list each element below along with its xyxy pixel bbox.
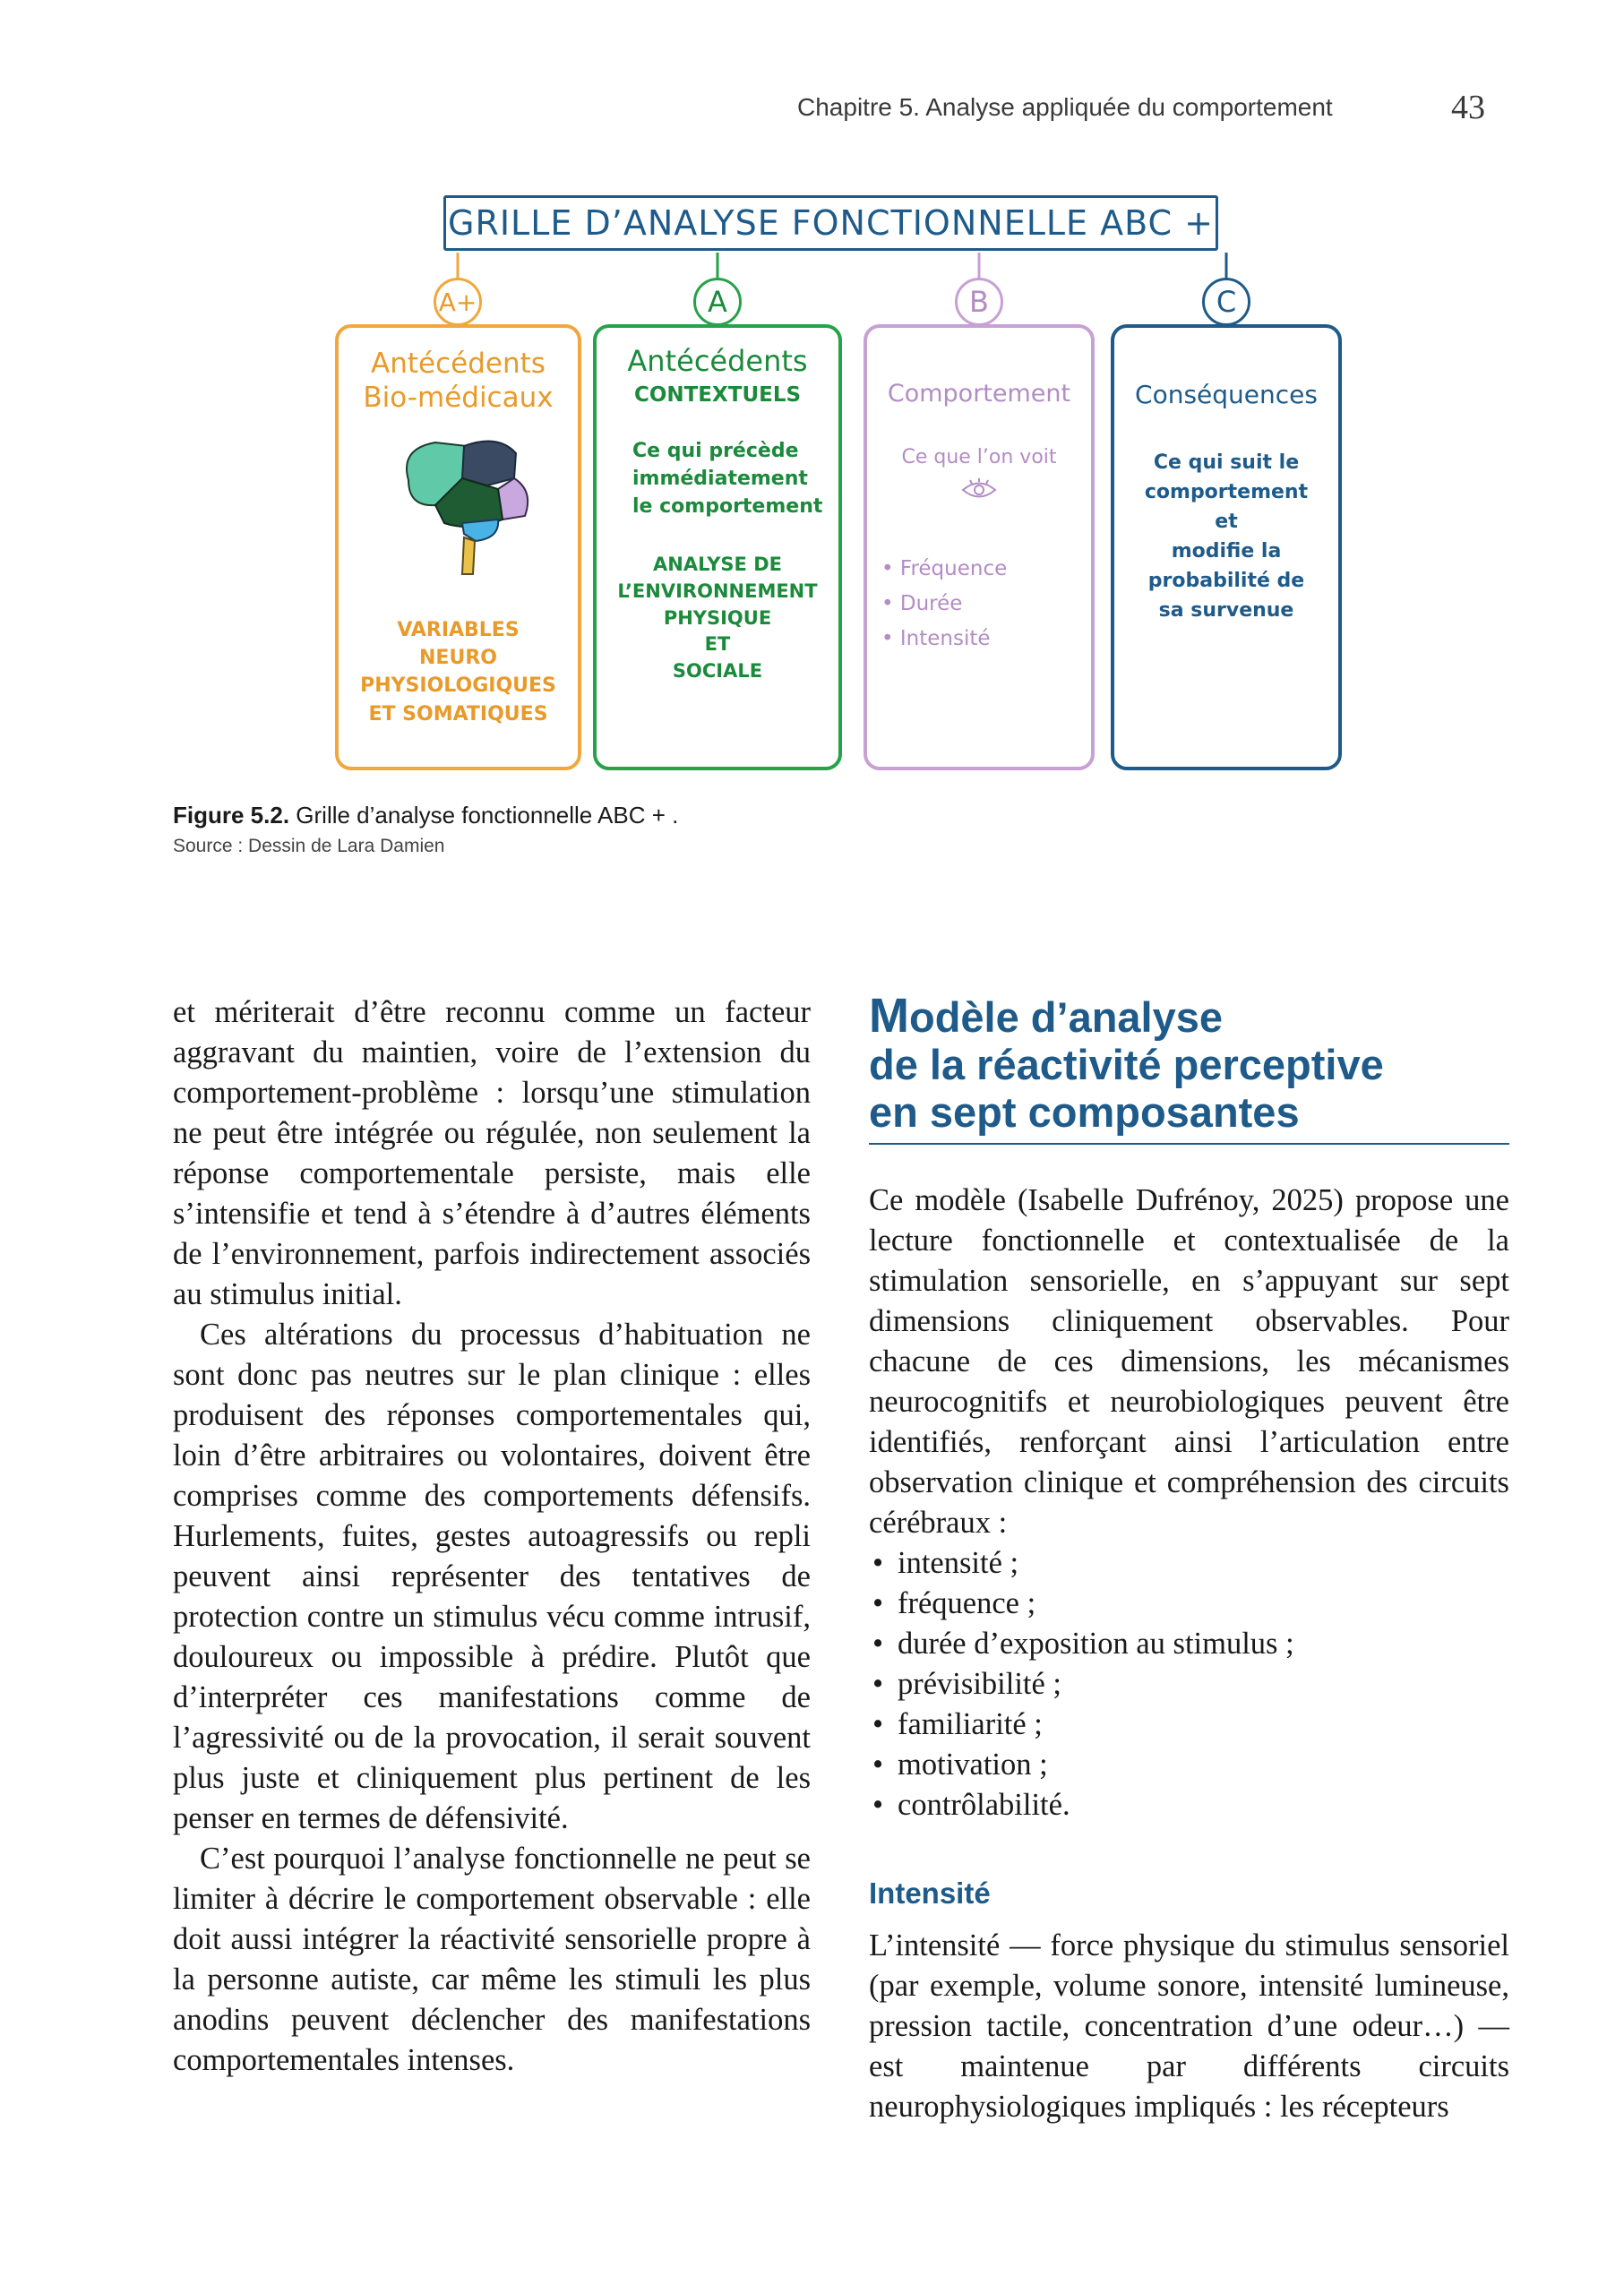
list-item: • durée d’exposition au stimulus ; bbox=[869, 1624, 1509, 1664]
left-column bbox=[173, 992, 811, 2081]
aplus-head-line2: Bio-médicaux bbox=[363, 382, 554, 414]
b-bullet: • Fréquence bbox=[881, 552, 1007, 587]
brain-icon bbox=[382, 426, 543, 579]
heading-drop-letter: M bbox=[869, 989, 909, 1043]
section-heading bbox=[869, 989, 1509, 1145]
figure-caption-label: Figure 5.2. bbox=[173, 802, 290, 829]
components-list bbox=[869, 1543, 1509, 1825]
b-bullets bbox=[881, 552, 1007, 657]
aplus-note-line: ET SOMATIQUES bbox=[368, 702, 548, 726]
figure-caption-text: Grille d’analyse fonctionnelle ABC + . bbox=[296, 802, 679, 829]
c-note-line: comportement bbox=[1144, 481, 1309, 503]
eye-icon bbox=[959, 477, 999, 503]
column-b bbox=[864, 324, 1095, 770]
aplus-note-line: VARIABLES bbox=[397, 619, 520, 641]
c-note-line: et bbox=[1215, 511, 1238, 533]
c-note-line: sa survenue bbox=[1158, 599, 1294, 622]
b-note: Ce que l’on voit bbox=[901, 446, 1057, 468]
letter-b: B bbox=[955, 278, 1003, 326]
list-item: • fréquence ; bbox=[869, 1584, 1509, 1624]
subheading-intensite: Intensité bbox=[869, 1876, 991, 1910]
c-note bbox=[1114, 448, 1338, 625]
letter-a: A bbox=[693, 278, 742, 326]
aplus-note-line: NEURO bbox=[419, 647, 497, 670]
a-note1 bbox=[632, 437, 838, 521]
figure-title: GRILLE D’ANALYSE FONCTIONNELLE ABC + bbox=[443, 195, 1218, 251]
a-note2-line: ET bbox=[704, 633, 731, 656]
column-c bbox=[1111, 324, 1342, 770]
c-head: Conséquences bbox=[1135, 380, 1318, 409]
aplus-note bbox=[339, 616, 578, 728]
heading-line: de la réactivité perceptive bbox=[869, 1041, 1384, 1088]
paragraph: et mériterait d’être reconnu comme un facteur aggravant du maintien, voire de l’extension du comportement-problème : lorsqu’une stimulation ne peut être intégrée ou régulée, non seulement la réponse comportementale persiste, mais elle s’intensifie et tend à s’étendre à d’autres éléments de l’environnement, parfois indirectement associés au stimulus initial. bbox=[173, 995, 811, 1311]
a-head-line1: Antécédents bbox=[627, 344, 808, 378]
column-a bbox=[593, 324, 842, 770]
figure-connectors bbox=[0, 0, 1624, 358]
list-item: • intensité ; bbox=[869, 1543, 1509, 1584]
figure-caption bbox=[173, 802, 678, 829]
page-number: 43 bbox=[1451, 89, 1485, 126]
a-head-line2: CONTEXTUELS bbox=[633, 383, 802, 407]
figure-source: Source : Dessin de Lara Damien bbox=[173, 836, 445, 856]
a-note2-line: SOCIALE bbox=[672, 660, 763, 683]
b-head: Comportement bbox=[887, 380, 1071, 408]
a-note2-line: ANALYSE DE bbox=[653, 554, 782, 575]
a-note1-line: immédiatement bbox=[632, 468, 808, 491]
right-column bbox=[869, 1181, 1509, 1825]
aplus-head-line1: Antécédents bbox=[371, 348, 546, 380]
list-item: • familiarité ; bbox=[869, 1705, 1509, 1745]
b-bullet: • Durée bbox=[881, 587, 1007, 622]
list-item: • motivation ; bbox=[869, 1745, 1509, 1785]
aplus-note-line: PHYSIOLOGIQUES bbox=[360, 674, 556, 698]
column-aplus bbox=[335, 324, 581, 770]
c-note-line: probabilité de bbox=[1147, 570, 1305, 592]
heading-line: en sept composantes bbox=[869, 1088, 1300, 1136]
paragraph: L’intensité — force physique du stimulus sensoriel (par exemple, volume sonore, intensité lumineuse, pression tactile, concentration d’une odeur…) — est maintenue par différents circuits neurophysiologiques impliqués : les récepteurs bbox=[869, 1928, 1509, 2124]
heading-line: odèle d’analyse bbox=[908, 993, 1224, 1041]
list-item: • prévisibilité ; bbox=[869, 1664, 1509, 1705]
paragraph: Ces altérations du processus d’habituation ne sont donc pas neutres sur le plan clinique : elles produisent des réponses comportementales qui, loin d’être arbitraires ou volontaires, doivent être comprises comme des comportements défensifs. Hurlements, fuites, gestes autoagressifs ou repli peuvent ainsi représenter des tentatives de protection contre un stimulus vécu comme intrusif, douloureux ou impossible à prédire. Plutôt que d’interpréter ces manifestations comme de l’agressivité ou de la provocation, il serait souvent plus juste et cliniquement plus pertinent de les penser en termes de défensivité. bbox=[173, 1318, 811, 1835]
intensity-paragraph bbox=[869, 1926, 1509, 2127]
paragraph: C’est pourquoi l’analyse fonctionnelle ne peut se limiter à décrire le comportement observable : elle doit aussi intégrer la réactivité sensorielle propre à la personne autiste, car même les stimuli les plus anodins peuvent déclencher des manifestations comportementales intenses. bbox=[173, 1842, 811, 2077]
list-item: • contrôlabilité. bbox=[869, 1785, 1509, 1825]
c-note-line: Ce qui suit le bbox=[1153, 451, 1300, 474]
a-note2-line: L’ENVIRONNEMENT bbox=[617, 580, 818, 602]
letter-aplus: A+ bbox=[434, 278, 482, 326]
a-note1-line: Ce qui précède bbox=[632, 440, 799, 462]
a-note2 bbox=[597, 552, 838, 685]
a-note1-line: le comportement bbox=[632, 495, 823, 519]
a-note2-line: PHYSIQUE bbox=[663, 606, 772, 629]
paragraph: Ce modèle (Isabelle Dufrénoy, 2025) propose une lecture fonctionnelle et contextualisée de la stimulation sensorielle, en s’appuyant sur sept dimensions cliniquement observables. Pour chacune de ces dimensions, les mécanismes neurocognitifs et neurobiologiques peuvent être identifiés, renforçant ainsi l’articulation entre observation clinique et compréhension des circuits cérébraux : bbox=[869, 1183, 1509, 1540]
c-note-line: modifie la bbox=[1171, 540, 1282, 563]
letter-c: C bbox=[1202, 278, 1250, 326]
b-bullet: • Intensité bbox=[881, 622, 1007, 657]
running-head: Chapitre 5. Analyse appliquée du comportement bbox=[797, 93, 1333, 121]
